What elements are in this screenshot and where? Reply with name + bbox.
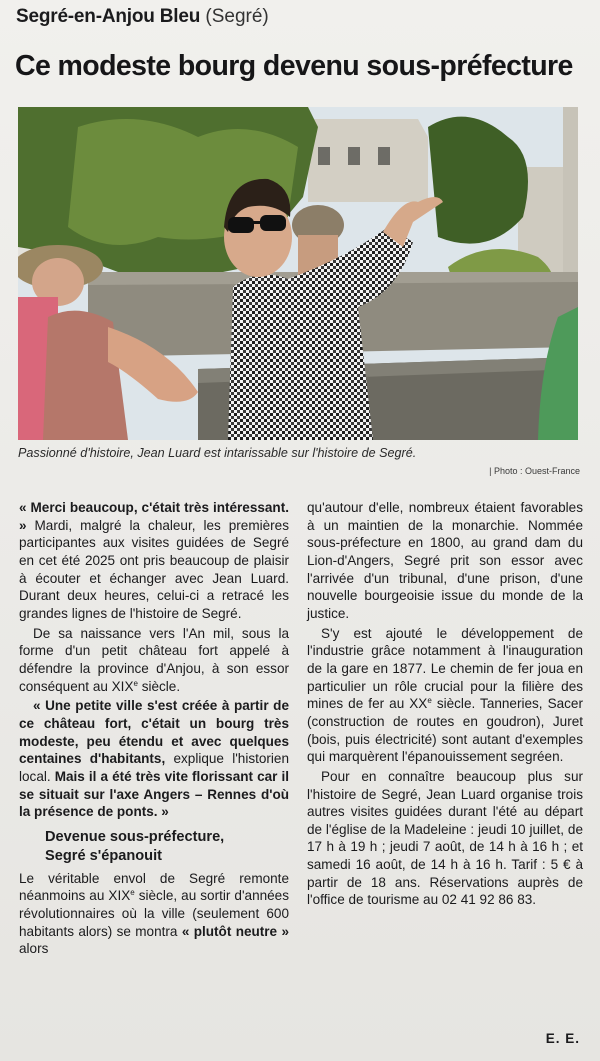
paragraph-text: alors	[19, 941, 49, 957]
quote-bold: « plutôt neutre »	[181, 923, 289, 939]
paragraph	[19, 499, 289, 623]
superscript: e	[133, 678, 138, 688]
quote-bold: « Merci beaucoup, c'était très intéressant. »	[19, 500, 289, 533]
article-headline: Ce modeste bourg devenu sous-préfecture	[15, 50, 573, 82]
paragraph	[19, 697, 289, 821]
paragraph-text: De sa naissance vers l'An mil, sous la forme d'un petit château fort appelé à défendre la province d'Anjou, à son essor conséquent au XIX	[19, 625, 289, 694]
subhead-line: Segré s'épanouit	[45, 847, 163, 864]
paragraph	[19, 625, 289, 696]
paragraph	[307, 625, 583, 766]
paragraph-text: Mardi, malgré la chaleur, les premières participantes aux visites guidées de Segré en cet été 2025 ont pris beaucoup de plaisir à écouter et échanger avec Jean Luard. Durant deux heures, celui-ci a retracé les grandes lignes de l'histoire de Segré.	[19, 517, 289, 621]
article-kicker	[16, 6, 269, 28]
superscript: e	[427, 696, 432, 706]
article-column-right	[307, 499, 583, 909]
kicker-sub: (Segré)	[205, 6, 269, 27]
quote-bold: « Une petite ville s'est créée à partir de ce château fort, c'était un bourg très modeste, peu étendu et avec quelques centaines d'habitants,	[19, 698, 289, 767]
article-photo	[18, 107, 578, 440]
quote-bold: Mais il a été très vite florissant car il se situait sur l'axe Angers – Rennes d'où la présence de ponts. »	[19, 768, 290, 820]
photo-illustration	[18, 107, 578, 440]
photo-credit: | Photo : Ouest-France	[489, 466, 580, 476]
subhead-line: Devenue sous-préfecture,	[45, 828, 225, 845]
photo-caption: Passionné d'histoire, Jean Luard est intarissable sur l'histoire de Segré.	[18, 446, 417, 460]
paragraph-text: siècle.	[137, 678, 181, 694]
kicker-place: Segré-en-Anjou Bleu	[16, 6, 201, 27]
paragraph-text: Le véritable envol de Segré remonte néanmoins au XIX	[19, 870, 289, 904]
paragraph-text: explique l'historien local.	[19, 751, 290, 784]
paragraph	[19, 870, 289, 958]
paragraph-text: siècle. Tanneries, Sacer (construction de routes en goudron), Juret (bois, puis électricité) sont autant d'exemples qui marquèrent l'épanouissement segréen.	[307, 696, 583, 765]
article-subhead	[45, 828, 289, 866]
paragraph-text: S'y est ajouté le développement de l'industrie grâce notamment à l'inauguration de la gare en 1877. Le chemin de fer joua en particulier un rôle crucial pour la filière des mines de fer au XX	[307, 625, 583, 712]
superscript: e	[130, 888, 135, 898]
paragraph-text: siècle, au sortir d'années révolutionnaires où la ville (seulement 600 habitants alors) se montra	[19, 888, 289, 939]
article-column-left	[19, 499, 289, 958]
author-signature: E. E.	[545, 1031, 580, 1046]
paragraph: qu'autour d'elle, nombreux étaient favorables à un maintien de la monarchie. Nommée sous-préfecture en 1800, au grand dam du Lion-d'Angers, Segré prit son essor avec l'arrivée d'un tribunal, d'une prison, d'une nouvelle bourgeoisie issue du monde de la justice.	[307, 500, 583, 621]
paragraph: Pour en connaître beaucoup plus sur l'histoire de Segré, Jean Luard organise trois autres visites guidées durant l'été au départ de l'église de la Madeleine : jeudi 10 juillet, de 17 h à 19 h ; jeudi 7 août, de 14 h à 16 h ; et samedi 16 août, de 14 h à 16 h. Tarif : 5 € à partir de 18 ans. Réservations auprès de l'office de tourisme au 02 41 92 86 83.	[307, 768, 583, 908]
